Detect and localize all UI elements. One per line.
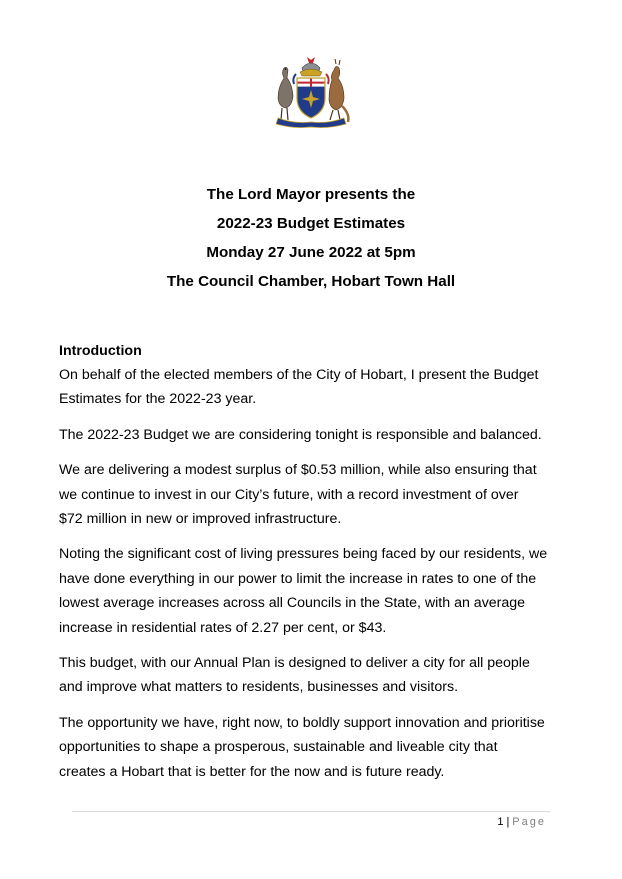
page-number: 1 <box>497 816 504 828</box>
paragraph-line: increase in residential rates of 2.27 per cent, or $43. <box>59 619 387 636</box>
paragraph <box>59 651 559 700</box>
motto-scroll <box>276 118 346 128</box>
paragraph-line: $72 million in new or improved infrastructure. <box>59 511 342 528</box>
footer-divider <box>72 811 550 812</box>
emu-supporter <box>278 67 293 120</box>
paragraph-line: creates a Hobart that is better for the now and is future ready. <box>59 763 445 780</box>
title-line-2: 2022-23 Budget Estimates <box>216 215 406 232</box>
paragraph-line: we continue to invest in our City’s future, with a record investment of over <box>59 486 519 503</box>
coat-of-arms-logo <box>270 54 352 128</box>
title-line-4: The Council Chamber, Hobart Town Hall <box>166 273 456 290</box>
paragraph-line: On behalf of the elected members of the City of Hobart, I present the Budget <box>59 367 539 383</box>
title-line-1: The Lord Mayor presents the <box>206 186 416 203</box>
paragraph-line: We are delivering a modest surplus of $0.53 million, while also ensuring that <box>59 462 537 479</box>
section-heading: Introduction <box>59 343 142 359</box>
paragraph <box>59 423 559 447</box>
paragraph-line: opportunities to shape a prosperous, sustainable and liveable city that <box>59 739 498 756</box>
paragraph-line: have done everything in our power to limit the increase in rates to one of the <box>59 570 537 587</box>
paragraph-line: The opportunity we have, right now, to boldly support innovation and prioritise <box>59 714 545 731</box>
paragraph-line: and improve what matters to residents, businesses and visitors. <box>59 679 459 696</box>
page-footer <box>497 814 546 830</box>
paragraph <box>59 363 559 412</box>
title-block <box>0 180 622 296</box>
footer-separator: | <box>506 816 510 828</box>
paragraph-line: The 2022-23 Budget we are considering tonight is responsible and balanced. <box>59 426 542 443</box>
paragraph-line: This budget, with our Annual Plan is designed to deliver a city for all people <box>59 655 530 672</box>
shield <box>297 78 325 118</box>
paragraph <box>59 542 559 640</box>
paragraph-line: Noting the significant cost of living pressures being faced by our residents, we <box>59 546 548 563</box>
paragraph <box>59 711 559 784</box>
paragraph <box>59 458 559 531</box>
paragraph-line: lowest average increases across all Councils in the State, with an average <box>59 595 526 612</box>
paragraph-line: Estimates for the 2022-23 year. <box>59 391 257 408</box>
title-line-3: Monday 27 June 2022 at 5pm <box>206 244 416 261</box>
kangaroo-supporter <box>329 59 348 122</box>
page-label: Page <box>512 816 546 828</box>
document-body <box>59 339 559 795</box>
